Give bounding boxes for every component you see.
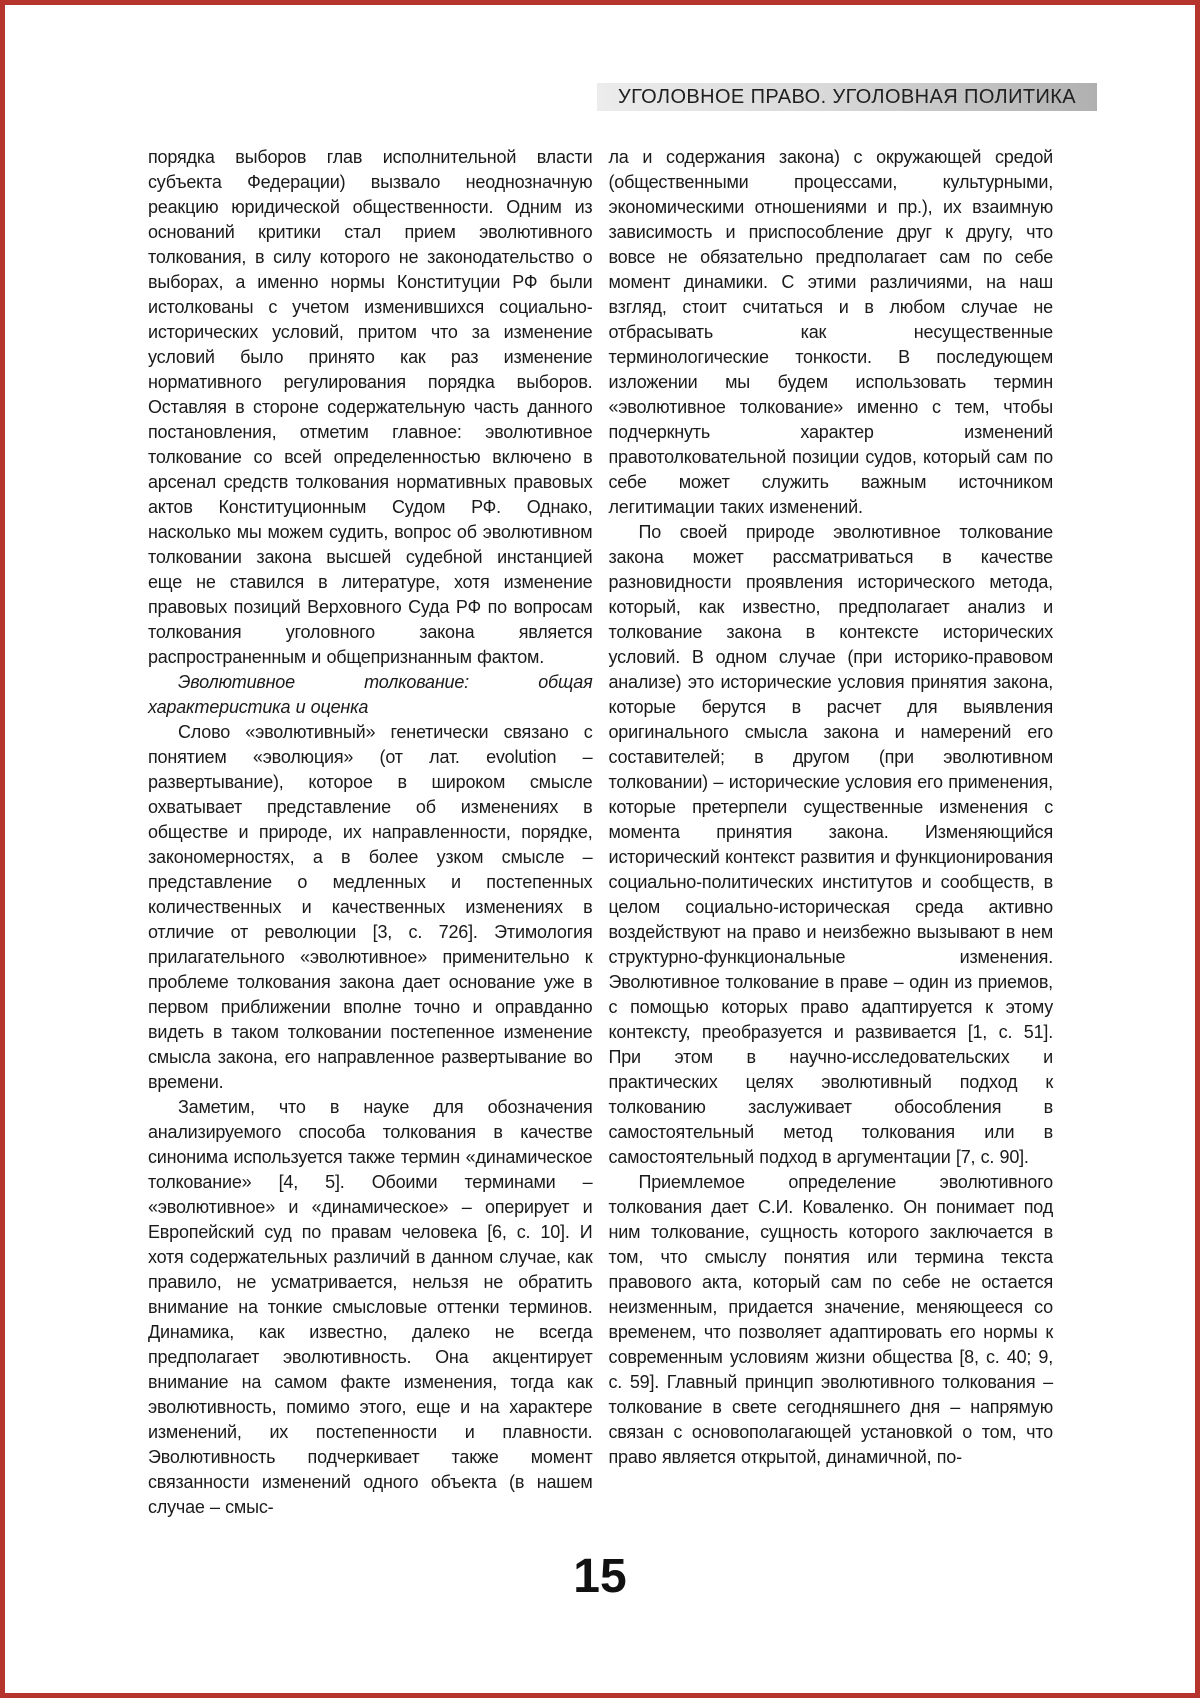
right-column	[609, 145, 1054, 1520]
section-header-bar	[597, 83, 1097, 111]
paragraph-left-2: Слово «эволютивный» генетически связано с понятием «эволюция» (от лат. evolution – развертывание), которое в широком смысле охватывает представление об изменениях в обществе и природе, их направленности, порядке, закономерностях, а в более узком смысле – представление о медленных и постепенных количественных и качественных изменениях в отличие от революции [3, с. 726]. Этимология прилагательного «эволютивное» применительно к проблеме толкования закона дает основание уже в первом приближении вполне точно и оправданно видеть в таком толковании постепенное изменение смысла закона, его направленное развертывание во времени.	[148, 722, 593, 1092]
section-header-text: УГОЛОВНОЕ ПРАВО. УГОЛОВНАЯ ПОЛИТИКА	[617, 85, 1077, 108]
paragraph-left-continuation: порядка выборов глав исполнительной власти субъекта Федерации) вызвало неоднозначную реакцию юридической общественности. Одним из оснований критики стал прием эволютивного толкования, в силу которого не законодательство о выборах, а именно нормы Конституции РФ были истолкованы с учетом изменившихся социально-исторических условий, притом что за изменение условий было принято как раз изменение нормативного регулирования порядка выборов. Оставляя в стороне содержательную часть данного постановления, отметим главное: эволютивное толкование со всей определенностью включено в арсенал средств толкования нормативных правовых актов Конституционным Судом РФ. Однако, насколько мы можем судить, вопрос об эволютивном толковании закона высшей судебной инстанцией еще не ставился в литературе, хотя изменение правовых позиций Верховного Суда РФ по вопросам толкования уголовного закона является распространенным и общепризнанным фактом.	[148, 147, 593, 667]
subsection-heading: Эволютивное толкование: общая характеристика и оценка	[148, 672, 593, 717]
left-column	[148, 145, 593, 1520]
paragraph-right-2: Приемлемое определение эволютивного толкования дает С.И. Коваленко. Он понимает под ним толкование, сущность которого заключается в том, что смыслу понятия или термина текста правового акта, который сам по себе не остается неизменным, придается значение, меняющееся со временем, что позволяет адаптировать его нормы к современным условиям жизни общества [8, с. 40; 9, с. 59]. Главный принцип эволютивного толкования – толкование в свете сегодняшнего дня – напрямую связан с основополагающей установкой о том, что право является открытой, динамичной, по-	[608, 1172, 1053, 1467]
two-column-text	[148, 145, 1053, 1520]
page-number: 15	[573, 1550, 627, 1603]
paragraph-left-3: Заметим, что в науке для обозначения анализируемого способа толкования в качестве синонима используется также термин «динамическое толкование» [4, 5]. Обоими терминами – «эволютивное» и «динамическое» – оперирует и Европейский суд по правам человека [6, с. 10]. И хотя содержательных различий в данном случае, как правило, не усматривается, нельзя не обратить внимание на тонкие смысловые оттенки терминов. Динамика, как известно, далеко не всегда предполагает эволютивность. Она акцентирует внимание на самом факте изменения, тогда как эволютивность, помимо этого, еще и на характере изменений, их постепенности и плавности. Эволютивность подчеркивает также момент связанности изменений одного объекта (в нашем случае – смыс-	[148, 1097, 593, 1517]
paragraph-right-continuation: ла и содержания закона) с окружающей средой (общественными процессами, культурными, экономическими отношениями и пр.), их взаимную зависимость и приспособление друг к другу, что вовсе не обязательно предполагает сам по себе момент динамики. С этими различиями, на наш взгляд, стоит считаться и в любом случае не отбрасывать как несущественные терминологические тонкости. В последующем изложении мы будем использовать термин «эволютивное толкование» именно с тем, чтобы подчеркнуть характер изменений правотолковательной позиции судов, который сам по себе может служить важным источником легитимации таких изменений.	[608, 147, 1053, 517]
paragraph-right-1: По своей природе эволютивное толкование закона может рассматриваться в качестве разновидности проявления исторического метода, который, как известно, предполагает анализ и толкование закона в контексте исторических условий. В одном случае (при историко-правовом анализе) это исторические условия принятия закона, которые берутся в расчет для выявления оригинального смысла закона и намерений его составителей; в другом (при эволютивном толковании) – исторические условия его применения, которые претерпели существенные изменения с момента принятия закона. Изменяющийся исторический контекст развития и функционирования социально-политических институтов и сообществ, в целом социально-историческая среда активно воздействуют на право и неизбежно вызывают в нем структурно-функциональные изменения. Эволютивное толкование в праве – один из приемов, с помощью которых право адаптируется к этому контексту, преобразуется и развивается [1, с. 51]. При этом в научно-исследовательских и практических целях эволютивный подход к толкованию заслуживает обособления в самостоятельный метод толкования или в самостоятельный подход в аргументации [7, с. 90].	[608, 522, 1053, 1167]
